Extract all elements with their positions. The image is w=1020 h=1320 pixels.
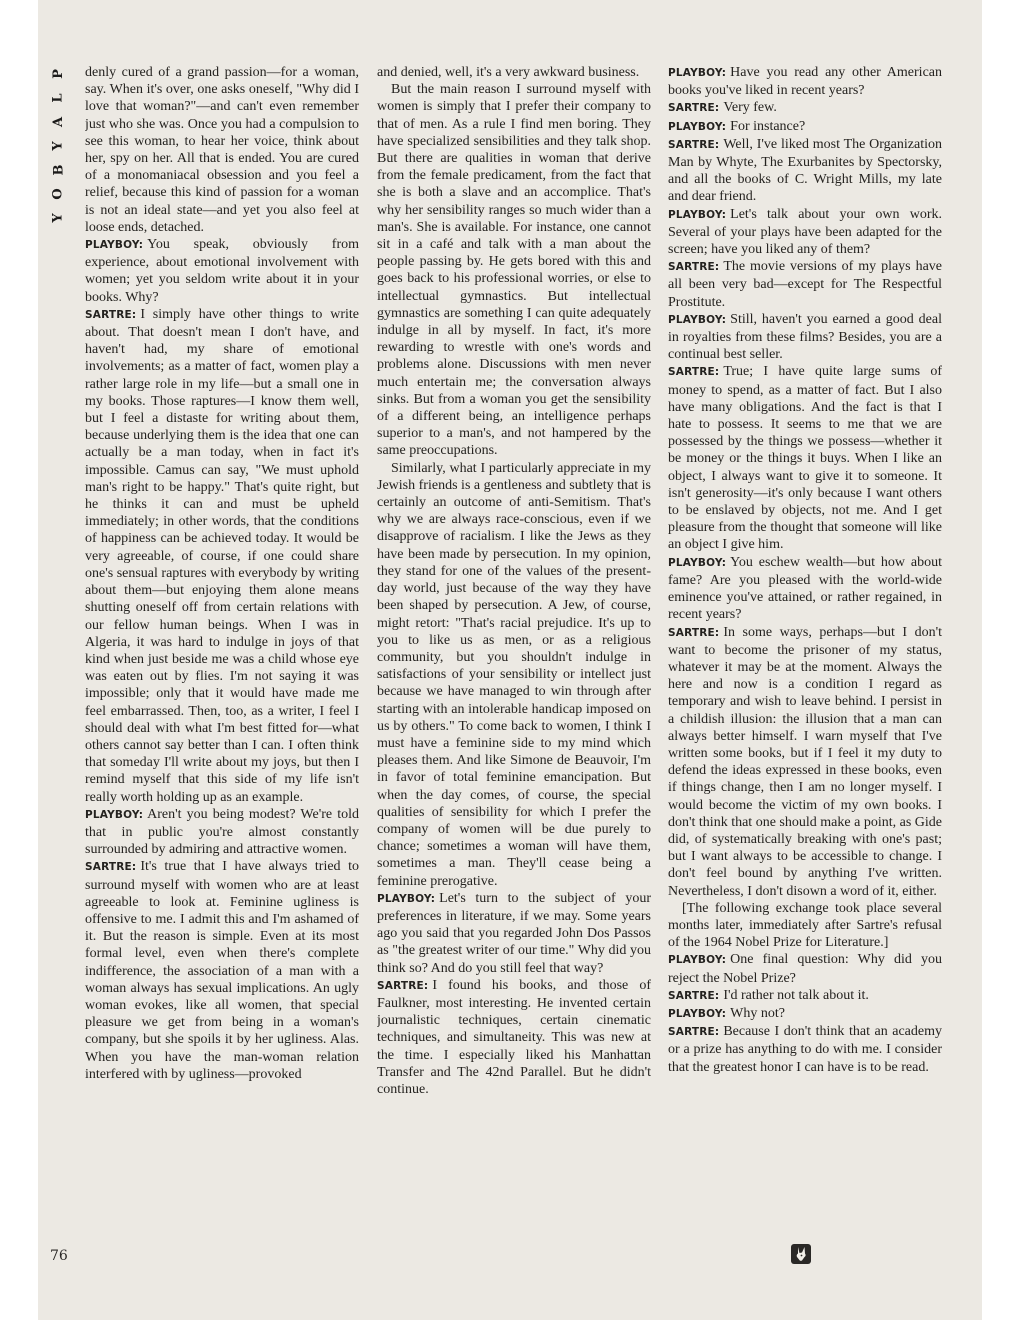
paragraph-text: Have you read any other American books you've liked in recent years? [668,65,942,99]
paragraph-text: True; I have quite large sums of money to spend, as a matter of fact. But I also have many obligations. And the fact is that I hate to possess. It seems to me that we are possessed by the things we possess—whether it be money or the things it buys. When I like an object, I always want to give it to someone. It isn't generosity—it's only because I want others to be enslaved by objects, not me. And I get pleasure from the thought that someone will like an object I give him. [668,364,942,553]
paragraph-text: But the main reason I surround myself with women is simply that I prefer their company to that of men. As a rule I find men boring. They have specialized sensibilities and they talk shop. But there are qualities in woman that derive from the female predicament, from the fact that she is both a slave and an accomplice. That's why her sensibility ranges so much wider than a man's. She is available. For instance, one cannot sit in a café and talk with a man about the people passing by. He gets bored with this and goes back to his professional worries, or else to intellectual gymnastics. But intellectual gymnastics are something I can quite adequately indulge in all by myself. In fact, it's more rewarding to wrestle with one's words and problems alone. Discussions with men never much entertain me; the conversation always sinks. But from a woman you get the sensibility of a different being, an intelligence perhaps superior to a man's, and not hampered by the same preoccupations. [377,82,651,459]
speaker-label: PLAYBOY: [668,67,727,79]
paragraph-text: and denied, well, it's a very awkward business. [377,65,640,80]
paragraph-text: You speak, obviously from experience, about emotional involvement with women; yet you seldom write about it in your books. Why? [85,237,359,305]
masthead-letter: Y [51,141,66,151]
playboy-masthead [48,62,70,222]
interview-exchange [377,890,651,977]
interview-exchange [85,236,359,306]
interview-exchange [668,206,942,259]
page-number: 76 [50,1248,68,1264]
paragraph-text: One final question: Why did you reject the Nobel Prize? [668,952,942,986]
speaker-label: PLAYBOY: [668,1007,727,1020]
interview-exchange [668,118,942,136]
paragraph-text: Let's talk about your own work. Several of your plays have been adapted for the screen; have you liked any of them? [668,206,942,258]
speaker-label: PLAYBOY: [85,239,144,252]
paragraph [85,64,359,236]
paragraph-text: denly cured of a grand passion—for a woman, say. When it's over, one asks oneself, "Why did I love that woman?"—and can't even remember just who she was. Once you had a compulsion to see this woman, to hear her voice, think about her, spy on her. All that is ended. You are cured of a monomaniacal obsession and you feel a relief, because this kind of passion for a woman is not an ideal state—and yet you also feel at loose ends, detached. [85,65,359,235]
paragraph [377,460,651,890]
speaker-label: SARTRE: [668,138,720,151]
paragraph-text: In some ways, perhaps—but I don't want to become the prisoner of my status, whatever it may be at the moment. Always the here and now is a condition I regard as temporary and wish to leave behind. I persist in a childish illusion: the illusion that a man can always better himself. I warn myself that I've written some books, but if I feel it my duty to defend the ideas expressed in these books, even if things change, then I am no longer myself. I would become the victim of my own books. I don't think that one should make a point, as Gide did, of systematically breaking with one's past; but I want always to be accessible to change. I don't feel bound by anything I've written. Nevertheless, I don't disown a word of it, either. [668,624,942,899]
paragraph-text: Very few. [723,100,777,116]
text-column-3 [668,64,942,1274]
paragraph-text: I simply have other things to write about. That doesn't mean I don't have, and haven't had, my share of emotional involvements; as a matter of fact, women play a rather large role in my life—but a small one in my books. Those raptures—I know them well, but I feel a distaste for writing about them, because underlying them is the idea that one can actually be a man today, when in fact it's impossible. Camus can say, "We must uphold man's right to be happy." That's quite right, but he thinks it can and must be upheld immediately; in other words, that the conditions of happiness can be achieved today. It would be very agreeable, of course, if one could share one's sensual raptures with everybody by writing about them—but enjoying them alone means shutting oneself off from certain relations with our fellow human beings. When I was in Algeria, it was hard to indulge in joys of that kind when just beside me was a child whose eye was eaten out by flies. I'm not saying it was impossible; only that it would have made me feel embarrassed. Then, too, as a writer, I feel I should deal with what I'm best fitted for—what others cannot say better than I can. I often think that someday I'll write about my joys, but then I remind myself that this side of my life isn't really worth holding up as an example. [85,306,359,805]
text-column-1 [85,64,359,1274]
text-column-2 [377,64,651,1274]
paragraph-text: For instance? [730,118,806,134]
paragraph-text: The movie versions of my plays have all been very bad—except for The Respectful Prostitute. [668,259,942,310]
paragraph-text: Why not? [730,1005,785,1021]
interview-exchange [668,951,942,986]
speaker-label: SARTRE: [668,261,720,274]
speaker-label: SARTRE: [377,979,429,992]
masthead-letter: L [50,93,66,103]
speaker-label: SARTRE: [85,861,137,874]
rabbit-head-logo-icon [791,1244,811,1264]
interview-exchange [668,99,942,117]
interview-exchange [668,363,942,553]
interview-exchange [668,64,942,99]
masthead-letter: A [51,116,66,128]
interview-exchange [85,858,359,1083]
interview-exchange [668,1005,942,1023]
paragraph-text: Still, haven't you earned a good deal in royalties from these films? Besides, you are a continual best seller. [668,311,942,363]
speaker-label: PLAYBOY: [668,556,727,569]
speaker-label: PLAYBOY: [668,954,727,967]
speaker-label: PLAYBOY: [85,808,144,821]
speaker-label: SARTRE: [668,626,720,639]
interview-exchange [377,977,651,1098]
speaker-label: SARTRE: [668,1026,720,1039]
speaker-label: PLAYBOY: [668,208,727,221]
paragraph-text: I found his books, and those of Faulkner, most interesting. He invented certain journalistic techniques, certain cinematic techniques, and simultaneity. This was new at the time. I especially liked his Manhattan Transfer and The 42nd Parallel. But he didn't continue. [377,977,651,1097]
masthead-letter: P [51,69,66,79]
interview-exchange [668,136,942,206]
paragraph-text: Similarly, what I particularly appreciate in my Jewish friends is a gentleness and subtlety that is certainly an outcome of anti-Semitism. That's why we are always race-conscious, even if we disapprove of racialism. I like the Jews as they have been made by persecution. In my opinion, they stand for one of the values of the present-day world, just because of the way they have been shaped by persecution. A Jew, of course, might retort: "That's racial prejudice. It's up to you to like us as men, or as a religious community, but you shouldn't indulge in satisfactions of your sensibility or intellect just because we have managed to win through after starting with an intolerable handicap imposed on us by others." To come back to women, I think I must have a feminine side to my mind which pleases them. And like Simone de Beauvoir, I'm in favor of total feminine emancipation. But when the day comes, of course, the special qualities of sensibility for which I prefer the company of women will be due purely to chance; sometimes a woman will have them, sometimes a man. They'll cease being a feminine prerogative. [377,460,651,889]
speaker-label: SARTRE: [668,989,720,1002]
speaker-label: PLAYBOY: [668,313,727,326]
paragraph [377,64,651,81]
interview-exchange [668,258,942,311]
interview-exchange [85,306,359,806]
interview-exchange [668,554,942,624]
paragraph [377,81,651,459]
paragraph-text: I'd rather not talk about it. [723,987,869,1003]
paragraph-text: You eschew wealth—but how about fame? Are you pleased with the world-wide eminence you've attained, or rather regained, in recent years? [668,554,942,623]
speaker-label: SARTRE: [668,366,720,379]
paragraph-text: Let's turn to the subject of your preferences in literature, if we may. Some years ago you said that you regarded John Dos Passos as "the greatest writer of our time." Why did you think so? And do you still feel that way? [377,890,651,976]
paragraph-text: Well, I've liked most The Organization Man by Whyte, The Exurbanites by Spectorsky, and all the books of C. Wright Mills, my late and dear friend. [668,136,942,205]
masthead-letter: O [50,188,66,200]
interview-exchange [668,1023,942,1076]
magazine-page [38,0,982,1320]
interview-exchange [85,806,359,859]
paragraph-text: [The following exchange took place several months later, immediately after Sartre's refusal of the 1964 Nobel Prize for Literature.] [668,900,942,951]
interview-exchange [668,987,942,1005]
interview-exchange [668,311,942,364]
speaker-label: PLAYBOY: [377,892,436,905]
speaker-label: SARTRE: [85,308,137,321]
paragraph-text: It's true that I have always tried to surround myself with women who are at least agreeable to look at. Feminine ugliness is offensive to me. I admit this and I'm ashamed of it. But the reason is simple. Even at its most formal level, even when there's complete indifference, the association of a man with a woman always has sexual implications. An ugly woman evokes, like all women, that special pleasure we get from being in a woman's company, but she spoils it by her ugliness. Alas. When you have the man-woman relation interfered with by ugliness—provoked [85,859,359,1082]
speaker-label: PLAYBOY: [668,120,727,133]
interview-exchange [668,624,942,900]
masthead-letter: B [51,164,66,176]
masthead-letter: Y [51,213,66,223]
paragraph-text: Because I don't think that an academy or a prize has anything to do with me. I consider that the greatest honor I can have is to be read. [668,1024,942,1075]
paragraph-text: Aren't you being modest? We're told that in public you're almost constantly surrounded by admiring and attractive women. [85,806,359,858]
paragraph [668,900,942,952]
speaker-label: SARTRE: [668,102,720,115]
